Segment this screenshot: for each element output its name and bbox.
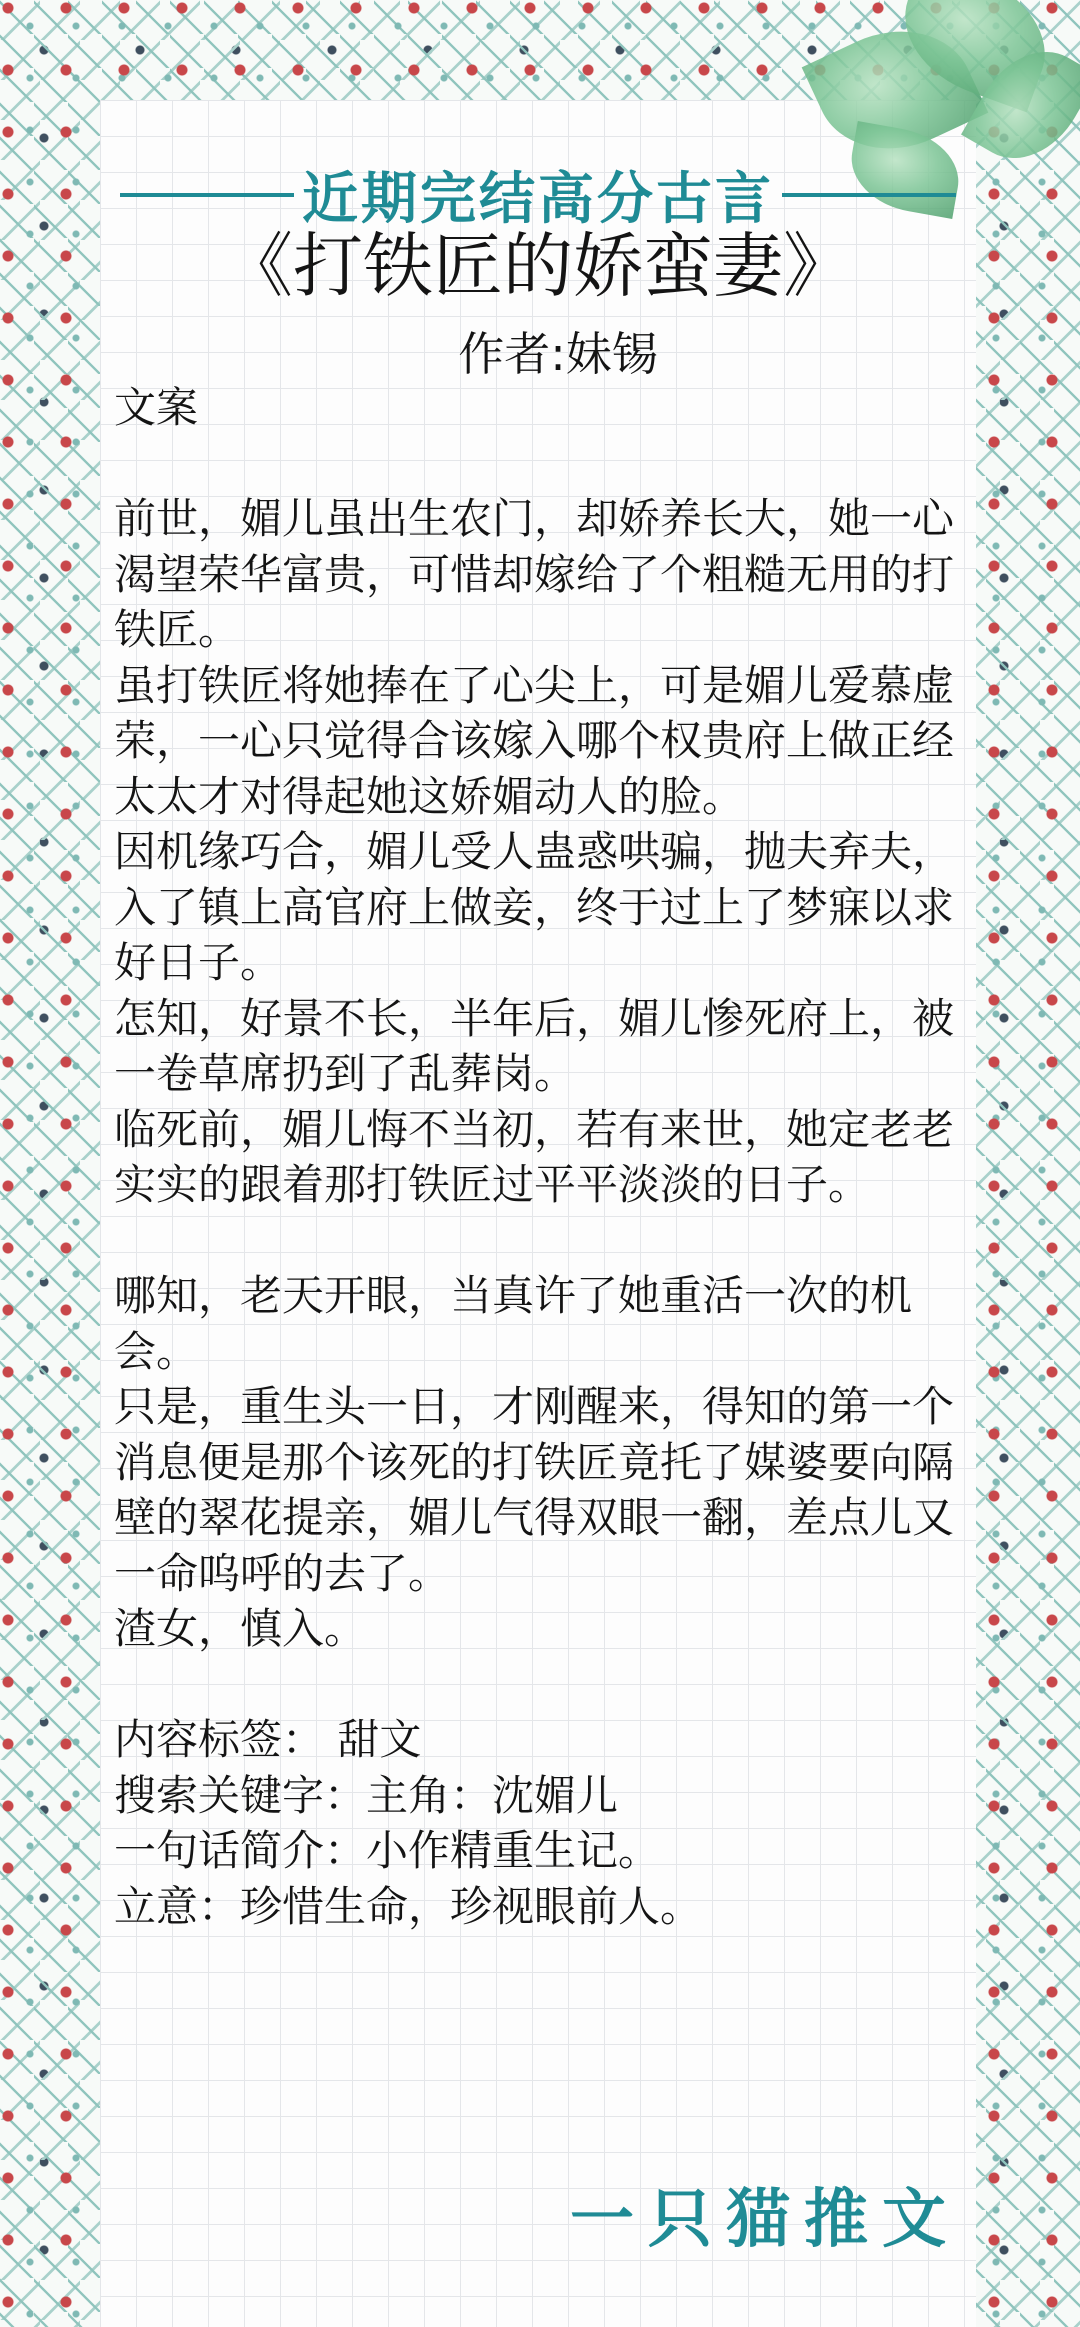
search-keywords: 搜索关键字：主角：沈媚儿 — [114, 1770, 619, 1820]
book-author: 作者:妹锡 — [458, 327, 658, 381]
synopsis-paragraph: 临死前，媚儿悔不当初，若有来世，她定老老实实的跟着那打铁匠过平平淡淡的日子。 — [114, 1104, 955, 1209]
synopsis-paragraph: 前世，媚儿虽出生农门，却娇养长大，她一心渴望荣华富贵，可惜却嫁给了个粗糙无用的打铁匠。 — [114, 494, 955, 654]
synopsis-paragraph: 怎知，好景不长，半年后，媚儿惨死府上，被一卷草席扔到了乱葬岗。 — [114, 993, 955, 1098]
synopsis-paragraph: 虽打铁匠将她捧在了心尖上，可是媚儿爱慕虚荣，一心只觉得合该嫁入哪个权贵府上做正经太太才对得起她这娇媚动人的脸。 — [114, 660, 955, 821]
paragraph-gap — [114, 1213, 964, 1269]
synopsis — [114, 380, 964, 1934]
paragraph-gap — [114, 1657, 964, 1713]
header-dash-right — [782, 193, 956, 197]
signature: 一只猫推文 — [570, 2183, 960, 2257]
synopsis-paragraph: 因机缘巧合，媚儿受人蛊惑哄骗，抛夫弃夫，入了镇上高官府上做妾，终于过上了梦寐以求好日子。 — [114, 827, 955, 987]
section-label: 文案 — [114, 383, 199, 432]
book-theme: 立意：珍惜生命，珍视眼前人。 — [114, 1881, 703, 1931]
synopsis-paragraph: 只是，重生头一日，才刚醒来，得知的第一个消息便是那个该死的打铁匠竟托了媒婆要向隔壁的翠花提亲，媚儿气得双眼一翻，差点儿又一命呜呼的去了。 — [114, 1382, 955, 1598]
content-tags: 内容标签： 甜文 — [114, 1715, 422, 1764]
one-line-summary: 一句话简介：小作精重生记。 — [114, 1826, 661, 1875]
book-title: 《打铁匠的娇蛮妻》 — [223, 225, 853, 307]
paragraph-gap — [114, 436, 964, 492]
synopsis-paragraph: 渣女，慎入。 — [114, 1604, 367, 1653]
header-title: 近期完结高分古言 — [302, 166, 774, 232]
header-dash-left — [120, 193, 294, 197]
synopsis-paragraph: 哪知，老天开眼，当真许了她重活一次的机会。 — [114, 1271, 913, 1376]
